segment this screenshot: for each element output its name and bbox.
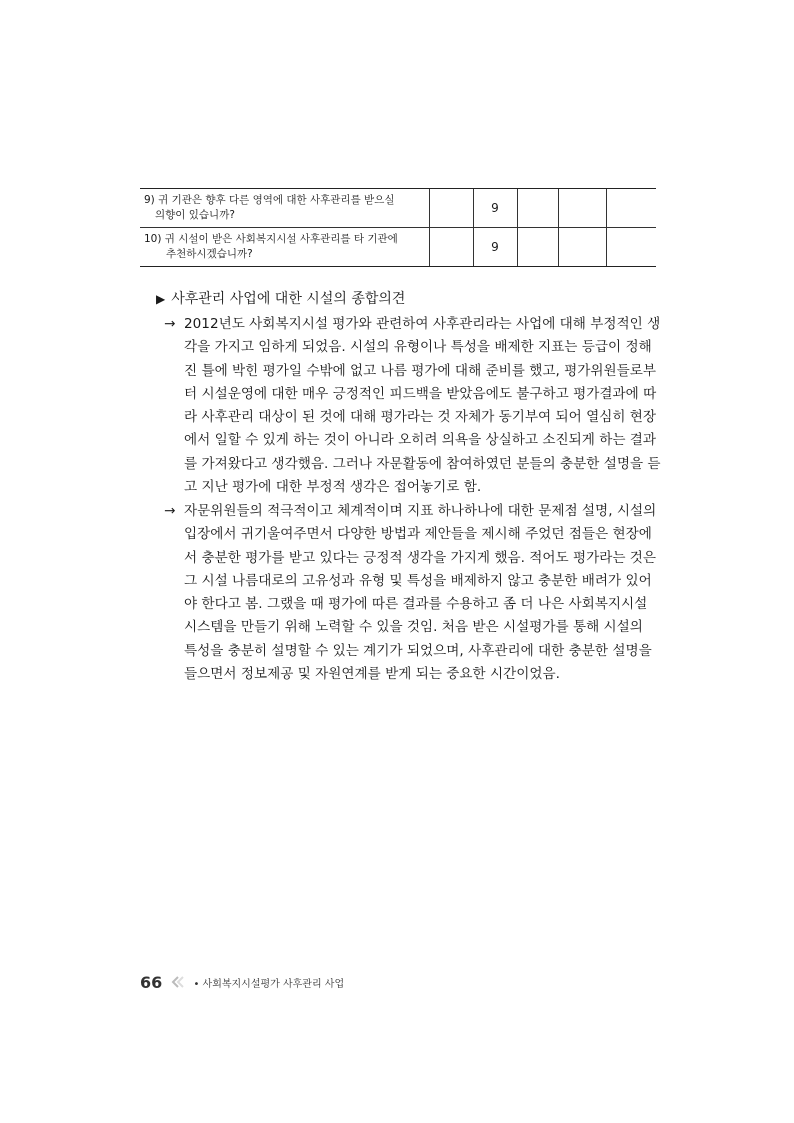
paragraph-line: 시스템을 만들기 위해 노력할 수 있을 것임. 처음 받은 시설평가를 통해 시설의 bbox=[184, 619, 643, 636]
question-cell bbox=[140, 228, 429, 267]
paragraph-line: 자문위원들의 적극적이고 체계적이며 지표 하나하나에 대한 문제점 설명, 시설의 bbox=[184, 503, 657, 519]
paragraph-line: 에서 일할 수 있게 하는 것이 아니라 오히려 의욕을 상실하고 소진되게 하는 결과 bbox=[184, 432, 657, 449]
question-cell bbox=[140, 189, 429, 228]
paragraph-line: 야 한다고 봄. 그랬을 때 평가에 따른 결과를 수용하고 좀 더 나은 사회복지시설 bbox=[184, 596, 648, 613]
table-cell bbox=[606, 189, 656, 228]
paragraph-line: 각을 가지고 임하게 되었음. 시설의 유형이나 특성을 배제한 지표는 등급이 정해 bbox=[184, 339, 652, 356]
arrow-bullet-icon: → bbox=[164, 503, 176, 519]
paragraph-line: 라 사후관리 대상이 된 것에 대해 평가라는 것 자체가 동기부여 되어 열심히 현장 bbox=[184, 409, 657, 426]
paragraph-line: 그 시설 나름대로의 고유성과 유형 및 특성을 배제하지 않고 충분한 배려가 있어 bbox=[184, 572, 652, 589]
paragraph-line: 서 충분한 평가를 받고 있다는 긍정적 생각을 가지게 했음. 적어도 평가라는 것은 bbox=[184, 549, 657, 566]
running-title: • 사회복지시설평가 사후관리 사업 bbox=[193, 979, 345, 990]
table-cell bbox=[558, 228, 606, 267]
question-text-cont: 추천하시겠습니까? bbox=[166, 248, 253, 260]
table-cell: 9 bbox=[473, 189, 517, 228]
page-footer bbox=[140, 972, 344, 992]
table-row bbox=[140, 228, 656, 267]
triangle-bullet-icon: ▶ bbox=[156, 292, 166, 306]
table-cell: 9 bbox=[473, 228, 517, 267]
section-heading bbox=[156, 288, 405, 308]
question-text-cont: 의향이 있습니까? bbox=[155, 209, 235, 221]
paragraph-line: 들으면서 정보제공 및 자원연계를 받게 되는 중요한 시간이었음. bbox=[184, 666, 560, 683]
question-text: 9) 귀 기관은 향후 다른 영역에 대한 사후관리를 받으실 bbox=[144, 194, 395, 206]
arrow-bullet-icon: → bbox=[164, 316, 176, 332]
page-number: 66 bbox=[140, 973, 163, 992]
table-cell bbox=[429, 189, 473, 228]
paragraph-line: 진 틀에 박힌 평가일 수밖에 없고 나름 평가에 대해 준비를 했고, 평가위원들로부 bbox=[184, 362, 657, 379]
paragraph-line: 2012년도 사회복지시설 평가와 관련하여 사후관리라는 사업에 대해 부정적인 생 bbox=[184, 316, 661, 332]
question-text: 10) 귀 시설이 받은 사회복지시설 사후관리를 타 기관에 bbox=[144, 233, 398, 245]
table-cell bbox=[558, 189, 606, 228]
paragraph-line: 터 시설운영에 대한 매우 긍정적인 피드백을 받았음에도 불구하고 평가결과에 따 bbox=[184, 385, 657, 402]
paragraph-line: 를 가져왔다고 생각했음. 그러나 자문활동에 참여하였던 분들의 충분한 설명을 듣 bbox=[184, 455, 661, 472]
paragraph-line: 특성을 충분히 설명할 수 있는 계기가 되었으며, 사후관리에 대한 충분한 설명을 bbox=[184, 642, 652, 659]
table-cell bbox=[517, 228, 558, 267]
opinion-paragraph-1 bbox=[164, 313, 661, 499]
double-chevron-icon bbox=[171, 973, 185, 992]
paragraph-line: 고 지난 평가에 대한 부정적 생각은 접어놓기로 함. bbox=[184, 479, 482, 496]
table-cell bbox=[517, 189, 558, 228]
survey-table bbox=[140, 188, 656, 267]
table-cell bbox=[606, 228, 656, 267]
opinion-paragraph-2 bbox=[164, 500, 656, 686]
paragraph-line: 입장에서 귀기울여주면서 다양한 방법과 제안들을 제시해 주었던 점들은 현장에 bbox=[184, 526, 652, 543]
table-cell bbox=[429, 228, 473, 267]
section-title: 사후관리 사업에 대한 시설의 종합의견 bbox=[171, 291, 406, 307]
table-row bbox=[140, 189, 656, 228]
